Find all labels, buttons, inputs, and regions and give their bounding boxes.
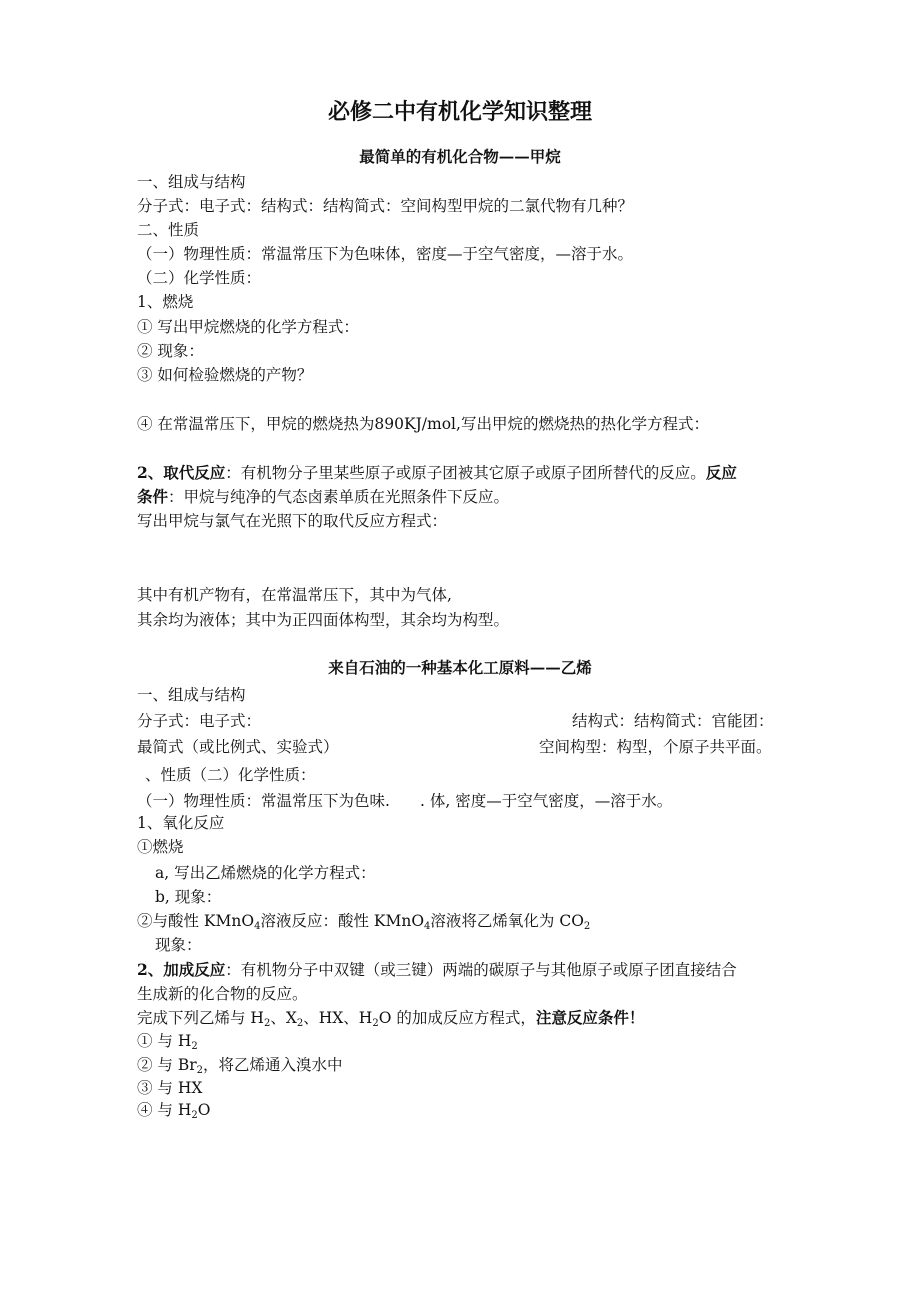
text-line: 现象： xyxy=(155,936,202,954)
section-title-methane: 最简单的有机化合物——甲烷 xyxy=(359,147,561,166)
text-line: ④ 在常温常压下，甲烷的燃烧热为890KJ/mol,写出甲烷的燃烧热的热化学方程式： xyxy=(137,415,709,433)
text-line: 1、燃烧 xyxy=(137,293,194,311)
list-item: ③ 与 HX xyxy=(137,1079,203,1097)
text: 溶液反应：酸性 KMnO xyxy=(260,912,425,930)
text-line xyxy=(137,487,509,507)
bold-term: 2、加成反应 xyxy=(137,960,226,979)
list-item xyxy=(137,1100,210,1120)
text-line: a, 写出乙烯燃烧的化学方程式： xyxy=(155,864,376,882)
section-title-ethylene: 来自石油的一种基本化工原料——乙烯 xyxy=(328,658,592,677)
text-line: 写出甲烷与氯气在光照下的取代反应方程式： xyxy=(137,512,448,530)
text-line: ③ 如何检验燃烧的产物？ xyxy=(137,366,313,384)
text-line: ① 写出甲烷燃烧的化学方程式： xyxy=(137,318,359,336)
subscript: 2 xyxy=(191,1041,198,1052)
subscript: 2 xyxy=(583,921,591,932)
text: 、X xyxy=(270,1009,297,1027)
text-line: （一）物理性质：常温常压下为色味体，密度—于空气密度，—溶于水。 xyxy=(137,245,634,263)
text-line: 最简式（或比例式、实验式） xyxy=(137,738,339,756)
text: ：有机物分子里某些原子或原子团被其它原子或原子团所替代的反应。 xyxy=(225,464,706,482)
text-line: ①燃烧 xyxy=(137,838,184,856)
bold-term: 反应 xyxy=(705,463,737,482)
bold-term: 注意反应条件！ xyxy=(535,1008,645,1027)
text: 、HX、H xyxy=(303,1009,373,1027)
text-line: 分子式：电子式：结构式：结构简式：空间构型甲烷的二氯代物有几种？ xyxy=(137,197,634,215)
text-line: . 体, 密度—于空气密度，—溶于水。 xyxy=(420,792,673,810)
text-line: 空间构型：构型，个原子共平面。 xyxy=(539,738,772,756)
text: ② 与 Br xyxy=(137,1056,197,1074)
text: O xyxy=(197,1101,211,1119)
text-line: （二）化学性质： xyxy=(137,269,262,287)
text-line: 分子式：电子式： xyxy=(137,712,262,730)
subscript: 2 xyxy=(372,1018,379,1029)
text-line xyxy=(137,911,590,931)
list-item xyxy=(137,1031,198,1051)
text-line: 结构式：结构简式：官能团： xyxy=(572,712,774,730)
text: ②与酸性 KMnO xyxy=(137,912,255,930)
subscript: 2 xyxy=(263,1018,271,1029)
text: 溶液将乙烯氧化为 CO xyxy=(430,912,584,930)
text-line xyxy=(137,463,737,483)
subscript: 4 xyxy=(254,921,261,932)
heading: 、性质（二）化学性质： xyxy=(145,766,316,784)
subscript: 2 xyxy=(191,1110,198,1121)
text: O 的加成反应方程式， xyxy=(378,1009,536,1027)
text: 完成下列乙烯与 H xyxy=(137,1009,264,1027)
text-line: 生成新的化合物的反应。 xyxy=(137,985,308,1003)
text: ④ 与 H xyxy=(137,1101,192,1119)
bold-term: 2、取代反应 xyxy=(137,463,226,482)
text-line: 其中有机产物有，在常温常压下，其中为气体, xyxy=(137,586,452,604)
text: ：有机物分子中双键（或三键）两端的碳原子与其他原子或原子团直接结合 xyxy=(225,961,737,979)
subscript: 2 xyxy=(296,1018,304,1029)
text-line: ② 现象： xyxy=(137,342,204,360)
list-item xyxy=(137,1055,343,1075)
text: ，将乙烯通入溴水中 xyxy=(203,1056,343,1074)
text-line xyxy=(137,1008,644,1028)
text-line: b, 现象： xyxy=(155,888,222,906)
text: ：甲烷与纯净的气态卤素单质在光照条件下反应。 xyxy=(168,488,510,506)
subscript: 2 xyxy=(196,1065,204,1076)
heading: 一、组成与结构 xyxy=(137,686,246,704)
text-line xyxy=(137,960,737,980)
text: ① 与 H xyxy=(137,1032,192,1050)
heading: 一、组成与结构 xyxy=(137,173,246,191)
doc-title: 必修二中有机化学知识整理 xyxy=(327,99,592,125)
text-line: （一）物理性质：常温常压下为色味. xyxy=(137,792,390,810)
text-line: 其余均为液体；其中为正四面体构型，其余均为构型。 xyxy=(137,611,510,629)
bold-term: 条件 xyxy=(137,487,169,506)
heading: 二、性质 xyxy=(137,221,200,239)
subscript: 4 xyxy=(424,921,431,932)
text-line: 1、氧化反应 xyxy=(137,814,225,832)
